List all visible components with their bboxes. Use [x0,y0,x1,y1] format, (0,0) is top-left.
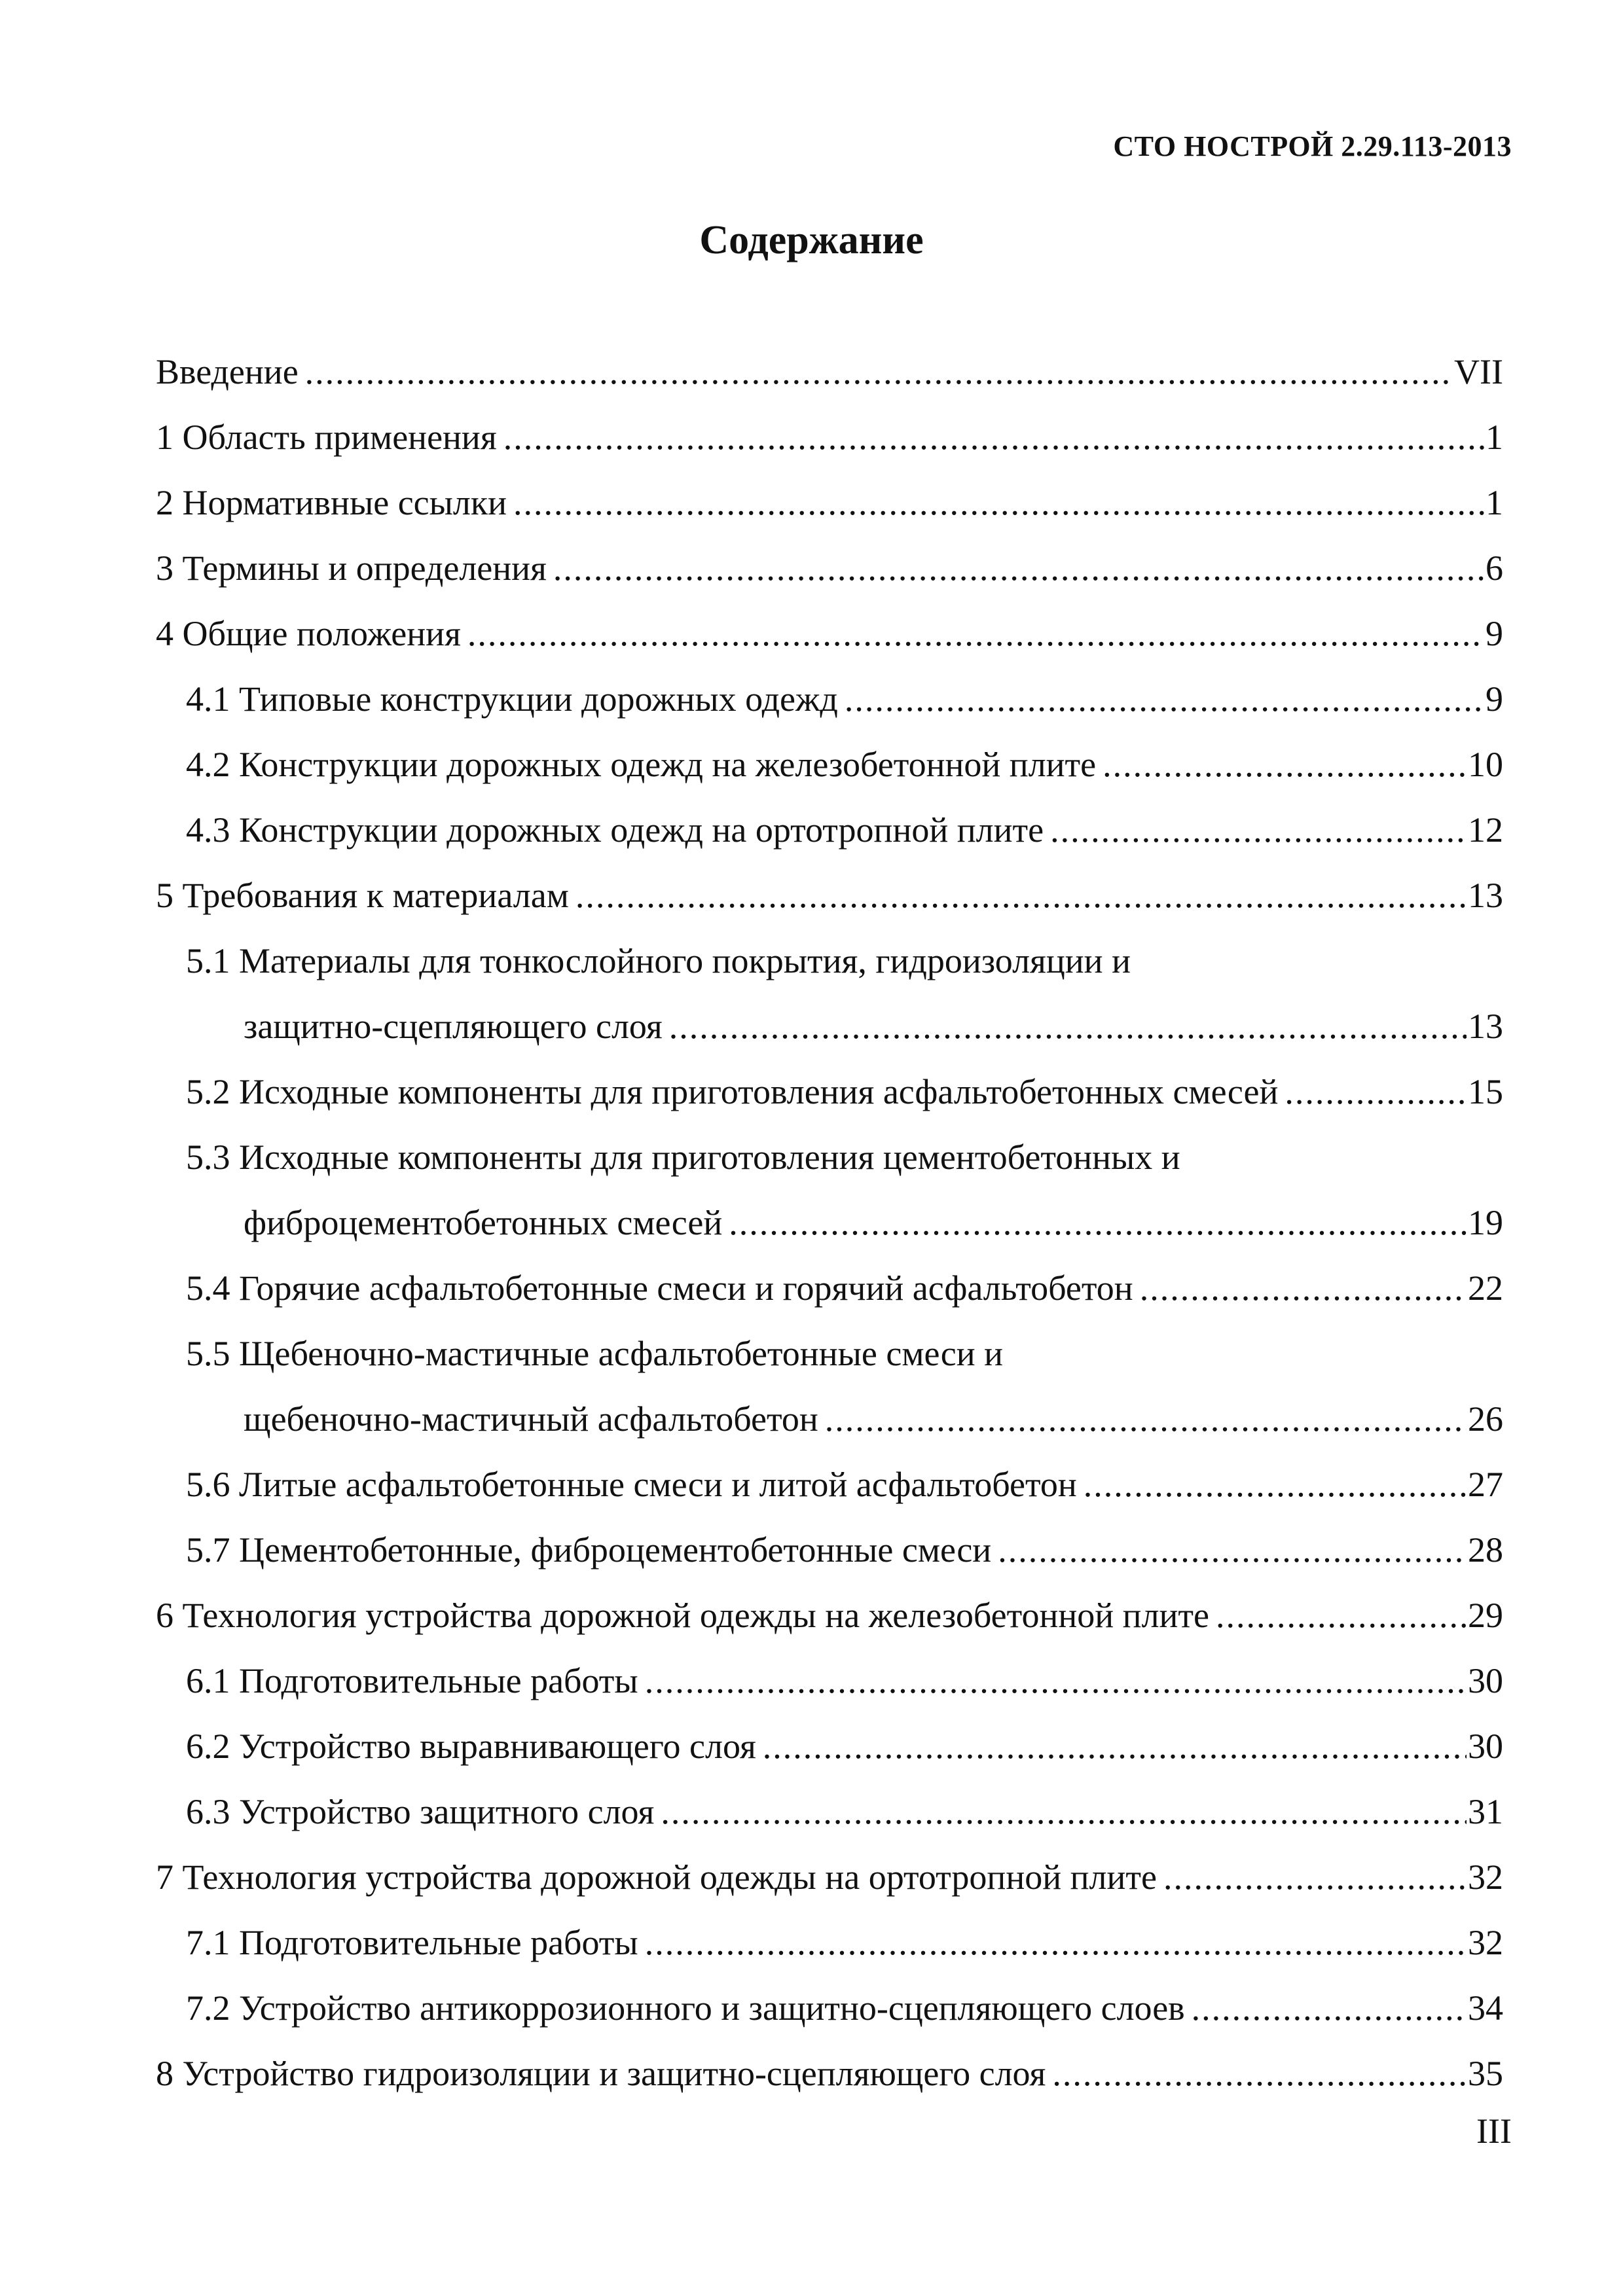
page-title: Содержание [699,218,924,262]
toc-entry-label: 5.1 Материалы для тонкослойного покрытия, гидроизоляции и [186,941,1131,980]
toc-entry-label: 4.1 Типовые конструкции дорожных одежд [186,679,838,719]
page-number: III [1476,2111,1512,2151]
toc-entry-label: Введение [156,352,299,391]
toc-entry-page: 30 [1468,1727,1503,1766]
toc-entry-page: 27 [1468,1465,1503,1504]
dot-leader [467,601,1484,666]
toc-entry-label: 4 Общие положения [156,614,461,653]
toc-entry-label: 7 Технология устройства дорожной одежды на ортотропной плите [156,1857,1157,1897]
toc-entry-4-1 [156,666,1503,732]
table-of-contents [156,339,1503,2106]
toc-entry-label: 6.3 Устройство защитного слоя [186,1792,655,1831]
toc-entry-4-3 [156,797,1503,863]
toc-entry-6-3 [156,1779,1503,1844]
toc-entry-label: 5.7 Цементобетонные, фиброцементобетонные смеси [186,1530,992,1570]
toc-entry-label: 2 Нормативные ссылки [156,483,507,522]
toc-entry-6 [156,1583,1503,1648]
toc-entry-5-5-cont [156,1386,1503,1452]
toc-entry-5-1 [156,928,1503,994]
toc-entry-7-2 [156,1975,1503,2041]
toc-entry-page: 9 [1486,679,1503,719]
toc-entry-5-6 [156,1452,1503,1517]
dot-leader [1140,1255,1467,1321]
toc-entry-label: 3 Термины и определения [156,548,547,588]
toc-entry-5-4 [156,1255,1503,1321]
toc-entry-label: 7.2 Устройство антикоррозионного и защитно-сцепляющего слоев [186,1988,1185,2028]
toc-entry-5-1-cont [156,994,1503,1059]
dot-leader [575,863,1467,928]
toc-entry-label: 6 Технология устройства дорожной одежды на железобетонной плите [156,1596,1209,1635]
dot-leader [763,1713,1467,1779]
toc-entry-5-2 [156,1059,1503,1124]
toc-entry-5-5 [156,1321,1503,1386]
toc-entry-page: 30 [1468,1661,1503,1700]
toc-entry-page: 15 [1468,1072,1503,1111]
toc-entry-label: 4.2 Конструкции дорожных одежд на железобетонной плите [186,745,1097,784]
dot-leader [1216,1583,1467,1648]
toc-entry-page: 13 [1468,876,1503,915]
toc-entry-label: 7.1 Подготовительные работы [186,1923,638,1962]
toc-entry-label: 1 Область применения [156,418,497,457]
toc-entry-5 [156,863,1503,928]
toc-entry-page: 35 [1468,2054,1503,2093]
document-code: СТО НОСТРОЙ 2.29.113-2013 [1113,130,1512,162]
toc-entry-page: 29 [1468,1596,1503,1635]
dot-leader [669,994,1467,1059]
dot-leader [553,535,1484,601]
toc-entry-page: 28 [1468,1530,1503,1570]
toc-entry-6-2 [156,1713,1503,1779]
toc-entry-5-3-cont [156,1190,1503,1255]
toc-entry-page: 13 [1468,1007,1503,1046]
dot-leader [1052,2041,1467,2106]
toc-entry-7-1 [156,1910,1503,1975]
toc-entry-page: 6 [1486,548,1503,588]
toc-entry-2 [156,470,1503,535]
toc-entry-page: 34 [1468,1988,1503,2028]
dot-leader [998,1517,1467,1583]
toc-entry-label: щебеночно-мастичный асфальтобетон [244,1399,818,1439]
dot-leader [305,339,1453,404]
toc-entry-5-7 [156,1517,1503,1583]
dot-leader [1192,1975,1467,2041]
toc-entry-label: 5.4 Горячие асфальтобетонные смеси и горячий асфальтобетон [186,1268,1133,1308]
toc-entry-introduction [156,339,1503,404]
toc-entry-label: 8 Устройство гидроизоляции и защитно-сцепляющего слоя [156,2054,1046,2093]
toc-entry-4 [156,601,1503,666]
toc-entry-5-3 [156,1124,1503,1190]
toc-entry-page: 19 [1468,1203,1503,1242]
toc-entry-label: 5 Требования к материалам [156,876,569,915]
toc-entry-label: защитно-сцепляющего слоя [244,1007,663,1046]
dot-leader [645,1648,1467,1713]
toc-entry-page: 22 [1468,1268,1503,1308]
toc-entry-label: 6.2 Устройство выравнивающего слоя [186,1727,756,1766]
toc-entry-label: 5.2 Исходные компоненты для приготовления асфальтобетонных смесей [186,1072,1279,1111]
toc-entry-3 [156,535,1503,601]
dot-leader [1050,797,1467,863]
dot-leader [1163,1844,1467,1910]
toc-entry-page: 26 [1468,1399,1503,1439]
dot-leader [825,1386,1467,1452]
dot-leader [513,470,1484,535]
toc-entry-7 [156,1844,1503,1910]
toc-entry-label: фиброцементобетонных смесей [244,1203,723,1242]
dot-leader [845,666,1484,732]
toc-entry-page: 32 [1468,1857,1503,1897]
dot-leader [503,404,1484,470]
toc-entry-page: 1 [1486,418,1503,457]
toc-entry-4-2 [156,732,1503,797]
toc-entry-8 [156,2041,1503,2106]
toc-entry-label: 5.6 Литые асфальтобетонные смеси и литой асфальтобетон [186,1465,1077,1504]
dot-leader [729,1190,1467,1255]
toc-entry-page: 10 [1468,745,1503,784]
toc-entry-page: 12 [1468,810,1503,850]
toc-entry-1 [156,404,1503,470]
dot-leader [1103,732,1467,797]
dot-leader [645,1910,1467,1975]
dot-leader [1084,1452,1467,1517]
toc-entry-page: 1 [1486,483,1503,522]
dot-leader [661,1779,1467,1844]
toc-entry-label: 5.5 Щебеночно-мастичные асфальтобетонные смеси и [186,1334,1004,1373]
dot-leader [1285,1059,1467,1124]
toc-entry-page: 31 [1468,1792,1503,1831]
toc-entry-6-1 [156,1648,1503,1713]
toc-entry-label: 6.1 Подготовительные работы [186,1661,638,1700]
toc-entry-page: 32 [1468,1923,1503,1962]
toc-entry-label: 4.3 Конструкции дорожных одежд на ортотропной плите [186,810,1044,850]
toc-entry-page: 9 [1486,614,1503,653]
toc-entry-label: 5.3 Исходные компоненты для приготовления цементобетонных и [186,1138,1180,1177]
toc-entry-page: VII [1454,352,1503,391]
